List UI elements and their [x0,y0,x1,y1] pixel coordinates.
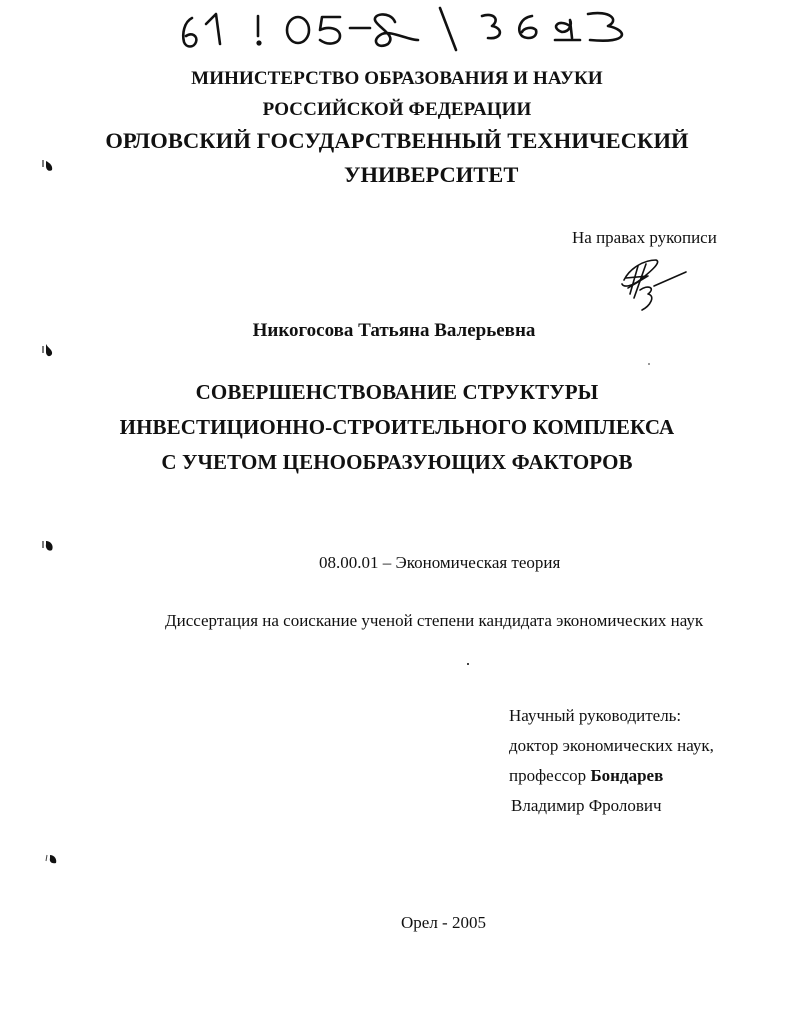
binding-hole-mark-icon [40,342,56,360]
city-year: Орел - 2005 [401,913,486,932]
advisor-degree: доктор экономических наук, [509,736,714,755]
advisor-given-names: Владимир Фролович [511,796,662,815]
handwritten-catalog-number [170,0,650,60]
university-line-2: УНИВЕРСИТЕТ [344,162,519,187]
title-line-1: СОВЕРШЕНСТВОВАНИЕ СТРУКТУРЫ [195,380,599,404]
advisor-block [509,701,714,821]
advisor-title: профессор [509,766,587,785]
title-line-2: ИНВЕСТИЦИОННО-СТРОИТЕЛЬНОГО КОМПЛЕКСА [119,415,675,439]
author-name: Никогосова Татьяна Валерьевна [252,320,536,341]
ministry-line-2: РОССИЙСКОЙ ФЕДЕРАЦИИ [262,99,532,120]
university-line-1: ОРЛОВСКИЙ ГОСУДАРСТВЕННЫЙ ТЕХНИЧЕСКИЙ [105,128,689,153]
advisor-label: Научный руководитель: [509,706,682,725]
manuscript-rights-label: На правах рукописи [572,228,717,247]
ministry-line-1: МИНИСТЕРСТВО ОБРАЗОВАНИЯ И НАУКИ [191,68,603,89]
binding-hole-mark-icon [44,851,60,867]
scan-speck [648,363,650,365]
advisor-surname: Бондарев [590,766,664,785]
specialty-code: 08.00.01 – Экономическая теория [319,553,561,572]
binding-hole-mark-icon [40,538,56,554]
dissertation-type: Диссертация на соискание ученой степени кандидата экономических наук [165,611,704,630]
scan-speck [467,663,469,665]
advisor-title-line [509,761,714,791]
binding-hole-mark-icon [40,158,56,174]
signature-icon [600,250,700,320]
title-line-3: С УЧЕТОМ ЦЕНООБРАЗУЮЩИХ ФАКТОРОВ [161,450,633,474]
